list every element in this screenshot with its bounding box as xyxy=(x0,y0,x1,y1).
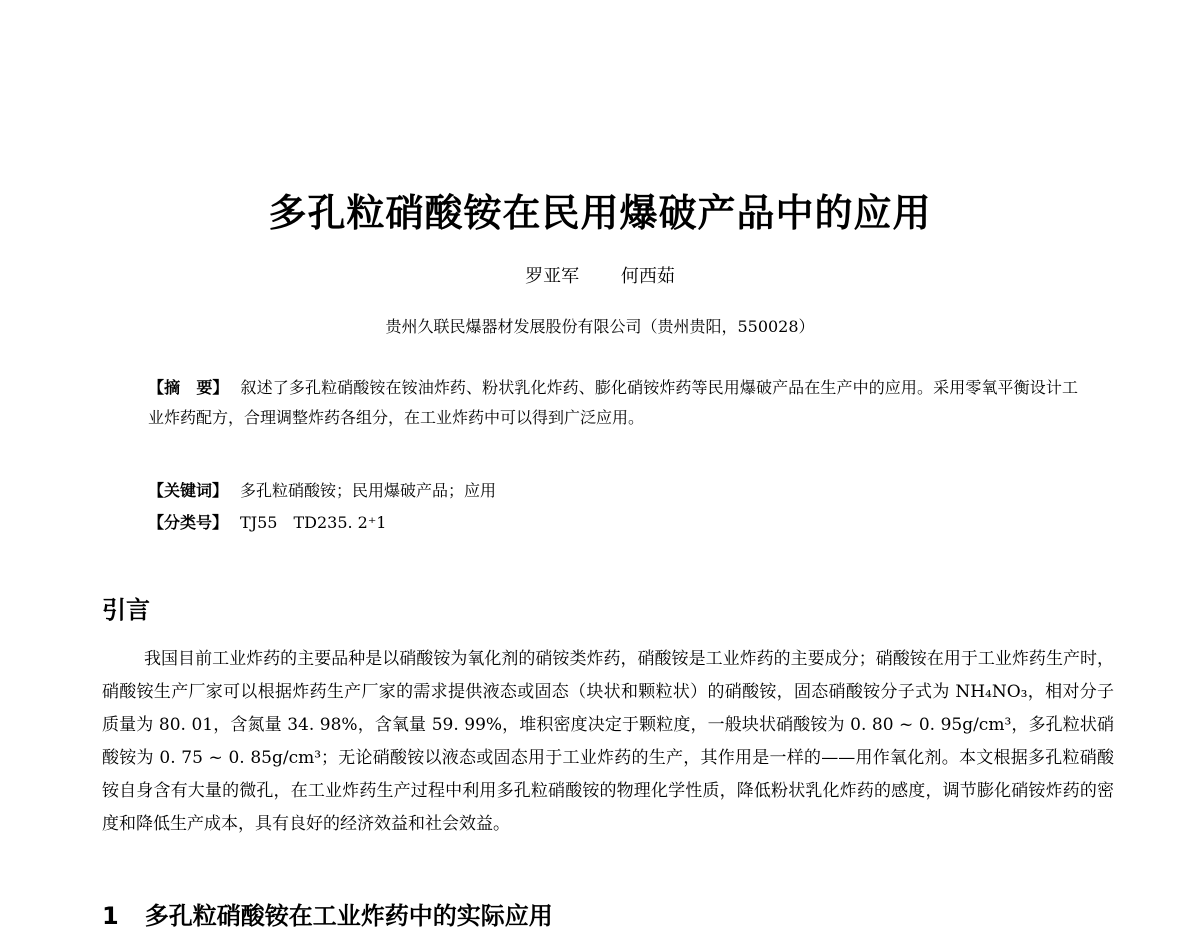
paper-title: 多孔粒硝酸铵在民用爆破产品中的应用 xyxy=(268,191,932,235)
classification-label: 【分类号】 xyxy=(148,513,229,532)
section-title: 多孔粒硝酸铵在工业炸药中的实际应用 xyxy=(144,902,553,930)
keywords-line xyxy=(148,478,496,501)
abstract-label: 【摘 要】 xyxy=(148,378,229,397)
intro-heading: 引言 xyxy=(102,596,150,624)
classification-text: TJ55 TD235. 2⁺1 xyxy=(240,513,387,532)
section-number: 1 xyxy=(102,902,119,930)
abstract-text: 叙述了多孔粒硝酸铵在铵油炸药、粉状乳化炸药、膨化硝铵炸药等民用爆破产品在生产中的应用。采用零氧平衡设计工业炸药配方，合理调整炸药各组分，在工业炸药中可以得到广泛应用。 xyxy=(148,378,1078,427)
author-list xyxy=(0,262,1200,288)
section-1-heading xyxy=(102,896,553,931)
author-name: 何西茹 xyxy=(620,266,675,287)
intro-paragraph xyxy=(102,643,1114,841)
intro-paragraph-text: 我国目前工业炸药的主要品种是以硝酸铵为氧化剂的硝铵类炸药，硝酸铵是工业炸药的主要成分；硝酸铵在用于工业炸药生产时，硝酸铵生产厂家可以根据炸药生产厂家的需求提供液态或固态（块状和颗粒状）的硝酸铵，固态硝酸铵分子式为 NH₄NO₃，相对分子质量为 80. 01，含氮量 34. 98%，含氧量 59. 99%，堆积密度决定于颗粒度，一般块状硝酸铵为 0. 80 ~ 0. 95g/cm³，多孔粒状硝酸铵为 0. 75 ~ 0. 85g/cm³；无论硝酸铵以液态或固态用于工业炸药的生产，其作用是一样的——用作氧化剂。本文根据多孔粒硝酸铵自身含有大量的微孔，在工业炸药生产过程中利用多孔粒硝酸铵的物理化学性质，降低粉状乳化炸药的感度，调节膨化硝铵炸药的密度和降低生产成本，具有良好的经济效益和社会效益。 xyxy=(102,649,1114,834)
author-name: 罗亚军 xyxy=(525,266,580,287)
classification-line xyxy=(148,510,386,533)
affiliation: 贵州久联民爆器材发展股份有限公司（贵州贵阳，550028） xyxy=(385,317,815,336)
keywords-text: 多孔粒硝酸铵；民用爆破产品；应用 xyxy=(240,481,497,500)
abstract-block xyxy=(148,373,1078,433)
keywords-label: 【关键词】 xyxy=(148,481,229,500)
